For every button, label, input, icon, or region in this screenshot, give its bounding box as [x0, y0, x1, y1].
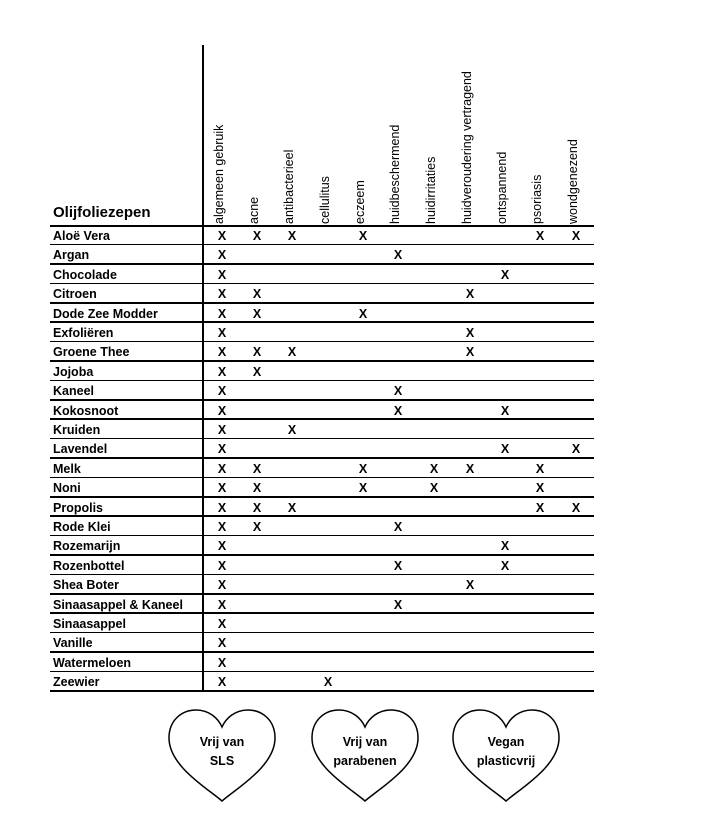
row-label: Argan	[53, 248, 90, 263]
x-mark: X	[393, 597, 403, 612]
x-mark: X	[252, 345, 262, 360]
column-header: huidirritaties	[424, 156, 438, 224]
table-row	[50, 556, 594, 575]
x-mark: X	[571, 442, 581, 457]
badge-line-1: Vrij van	[199, 735, 245, 749]
table-row	[50, 323, 594, 342]
x-mark: X	[287, 423, 297, 437]
x-mark: X	[217, 500, 227, 515]
x-mark: X	[287, 345, 297, 360]
column-header: cellulitus	[318, 176, 332, 224]
column-header: huidbeschermend	[388, 124, 402, 224]
x-mark: X	[217, 636, 227, 651]
x-mark: X	[465, 287, 475, 302]
column-header: psoriasis	[530, 174, 544, 224]
x-mark: X	[217, 384, 227, 399]
row-label: Citroen	[53, 287, 97, 302]
column-header: ontspannend	[495, 151, 509, 224]
x-mark: X	[252, 461, 262, 476]
x-mark: X	[500, 267, 510, 282]
heart-badge-vegan	[451, 708, 561, 804]
x-mark: X	[393, 558, 403, 573]
column-header: wondgenezend	[566, 139, 580, 224]
table-row	[50, 498, 594, 517]
row-label: Dode Zee Modder	[53, 306, 158, 321]
column-header: algemeen gebruik	[212, 124, 226, 224]
table-row	[50, 401, 594, 420]
table-row	[50, 362, 594, 381]
x-mark: X	[465, 461, 475, 476]
x-mark: X	[217, 306, 227, 321]
row-label: Kokosnoot	[53, 403, 119, 418]
heart-badge-sls	[167, 708, 277, 804]
x-mark: X	[393, 384, 403, 399]
table-title: Olijfoliezepen	[53, 204, 151, 221]
table-row	[50, 653, 594, 672]
table-row	[50, 265, 594, 284]
table-row	[50, 672, 594, 691]
x-mark: X	[217, 597, 227, 612]
x-mark: X	[217, 403, 227, 418]
row-label: Exfoliëren	[53, 326, 114, 340]
row-label: Watermeloen	[53, 655, 132, 670]
x-mark: X	[465, 578, 475, 593]
x-mark: X	[358, 306, 368, 321]
x-mark: X	[465, 345, 475, 360]
table-row	[50, 342, 594, 361]
x-mark: X	[535, 229, 545, 243]
table-row	[50, 614, 594, 633]
column-header: huidveroudering vertragend	[460, 71, 474, 224]
x-mark: X	[217, 655, 227, 670]
heart-badge-parabens	[310, 708, 420, 804]
x-mark: X	[217, 287, 227, 302]
x-mark: X	[217, 364, 227, 379]
x-mark: X	[217, 481, 227, 496]
x-mark: X	[217, 520, 227, 534]
x-mark: X	[252, 500, 262, 515]
row-label: Jojoba	[53, 364, 94, 379]
badge-line-2: parabenen	[333, 754, 397, 768]
table-row	[50, 304, 594, 323]
row-label: Rode Klei	[53, 520, 111, 534]
x-mark: X	[217, 248, 227, 263]
row-divider	[50, 690, 594, 692]
table-row	[50, 420, 594, 439]
badge-line-2: SLS	[209, 754, 235, 768]
x-mark: X	[217, 461, 227, 476]
table-row	[50, 284, 594, 303]
x-mark: X	[252, 306, 262, 321]
x-mark: X	[252, 520, 262, 534]
x-mark: X	[287, 229, 297, 243]
table-row	[50, 536, 594, 555]
table-row	[50, 245, 594, 264]
x-mark: X	[217, 345, 227, 360]
x-mark: X	[323, 675, 333, 690]
x-mark: X	[252, 229, 262, 243]
table-row	[50, 459, 594, 478]
x-mark: X	[217, 423, 227, 437]
x-mark: X	[393, 248, 403, 263]
badge-text	[310, 733, 420, 771]
x-mark: X	[217, 617, 227, 631]
x-mark: X	[535, 481, 545, 496]
x-mark: X	[500, 403, 510, 418]
column-header: eczeem	[353, 180, 367, 224]
row-label: Kaneel	[53, 384, 94, 399]
table-row	[50, 439, 594, 458]
table-row	[50, 381, 594, 400]
row-label: Sinaasappel	[53, 617, 126, 631]
badge-text	[451, 733, 561, 771]
row-label: Groene Thee	[53, 345, 130, 360]
x-mark: X	[535, 500, 545, 515]
x-mark: X	[393, 520, 403, 534]
x-mark: X	[465, 326, 475, 340]
row-label: Vanille	[53, 636, 93, 651]
row-label: Shea Boter	[53, 578, 119, 593]
x-mark: X	[252, 287, 262, 302]
x-mark: X	[393, 403, 403, 418]
x-mark: X	[500, 539, 510, 554]
badge-line-2: plasticvrij	[476, 754, 536, 768]
row-label: Zeewier	[53, 675, 100, 690]
table-row	[50, 517, 594, 536]
x-mark: X	[217, 267, 227, 282]
x-mark: X	[358, 229, 368, 243]
row-label: Aloë Vera	[53, 229, 110, 243]
table-row	[50, 478, 594, 497]
row-label: Noni	[53, 481, 81, 496]
x-mark: X	[500, 442, 510, 457]
x-mark: X	[217, 578, 227, 593]
row-label: Chocolade	[53, 267, 117, 282]
badge-text	[167, 733, 277, 771]
x-mark: X	[217, 326, 227, 340]
x-mark: X	[217, 442, 227, 457]
row-label: Kruiden	[53, 423, 101, 437]
x-mark: X	[358, 481, 368, 496]
x-mark: X	[571, 500, 581, 515]
row-label: Sinaasappel & Kaneel	[53, 597, 183, 612]
x-mark: X	[217, 558, 227, 573]
x-mark: X	[500, 558, 510, 573]
x-mark: X	[252, 364, 262, 379]
x-mark: X	[252, 481, 262, 496]
x-mark: X	[429, 481, 439, 496]
row-label: Rozenbottel	[53, 558, 125, 573]
x-mark: X	[571, 229, 581, 243]
table-row	[50, 595, 594, 614]
x-mark: X	[358, 461, 368, 476]
badge-line-1: Vrij van	[342, 735, 388, 749]
table-row	[50, 633, 594, 652]
x-mark: X	[429, 461, 439, 476]
row-label: Melk	[53, 461, 81, 476]
x-mark: X	[287, 500, 297, 515]
table-row	[50, 575, 594, 594]
badge-line-1: Vegan	[487, 735, 525, 749]
x-mark: X	[535, 461, 545, 476]
x-mark: X	[217, 229, 227, 243]
column-header: acne	[247, 196, 261, 224]
column-header: antibacterieel	[282, 149, 296, 224]
row-label: Propolis	[53, 500, 104, 515]
row-label: Rozemarijn	[53, 539, 121, 554]
row-label: Lavendel	[53, 442, 108, 457]
table-row	[50, 226, 594, 245]
x-mark: X	[217, 539, 227, 554]
x-mark: X	[217, 675, 227, 690]
